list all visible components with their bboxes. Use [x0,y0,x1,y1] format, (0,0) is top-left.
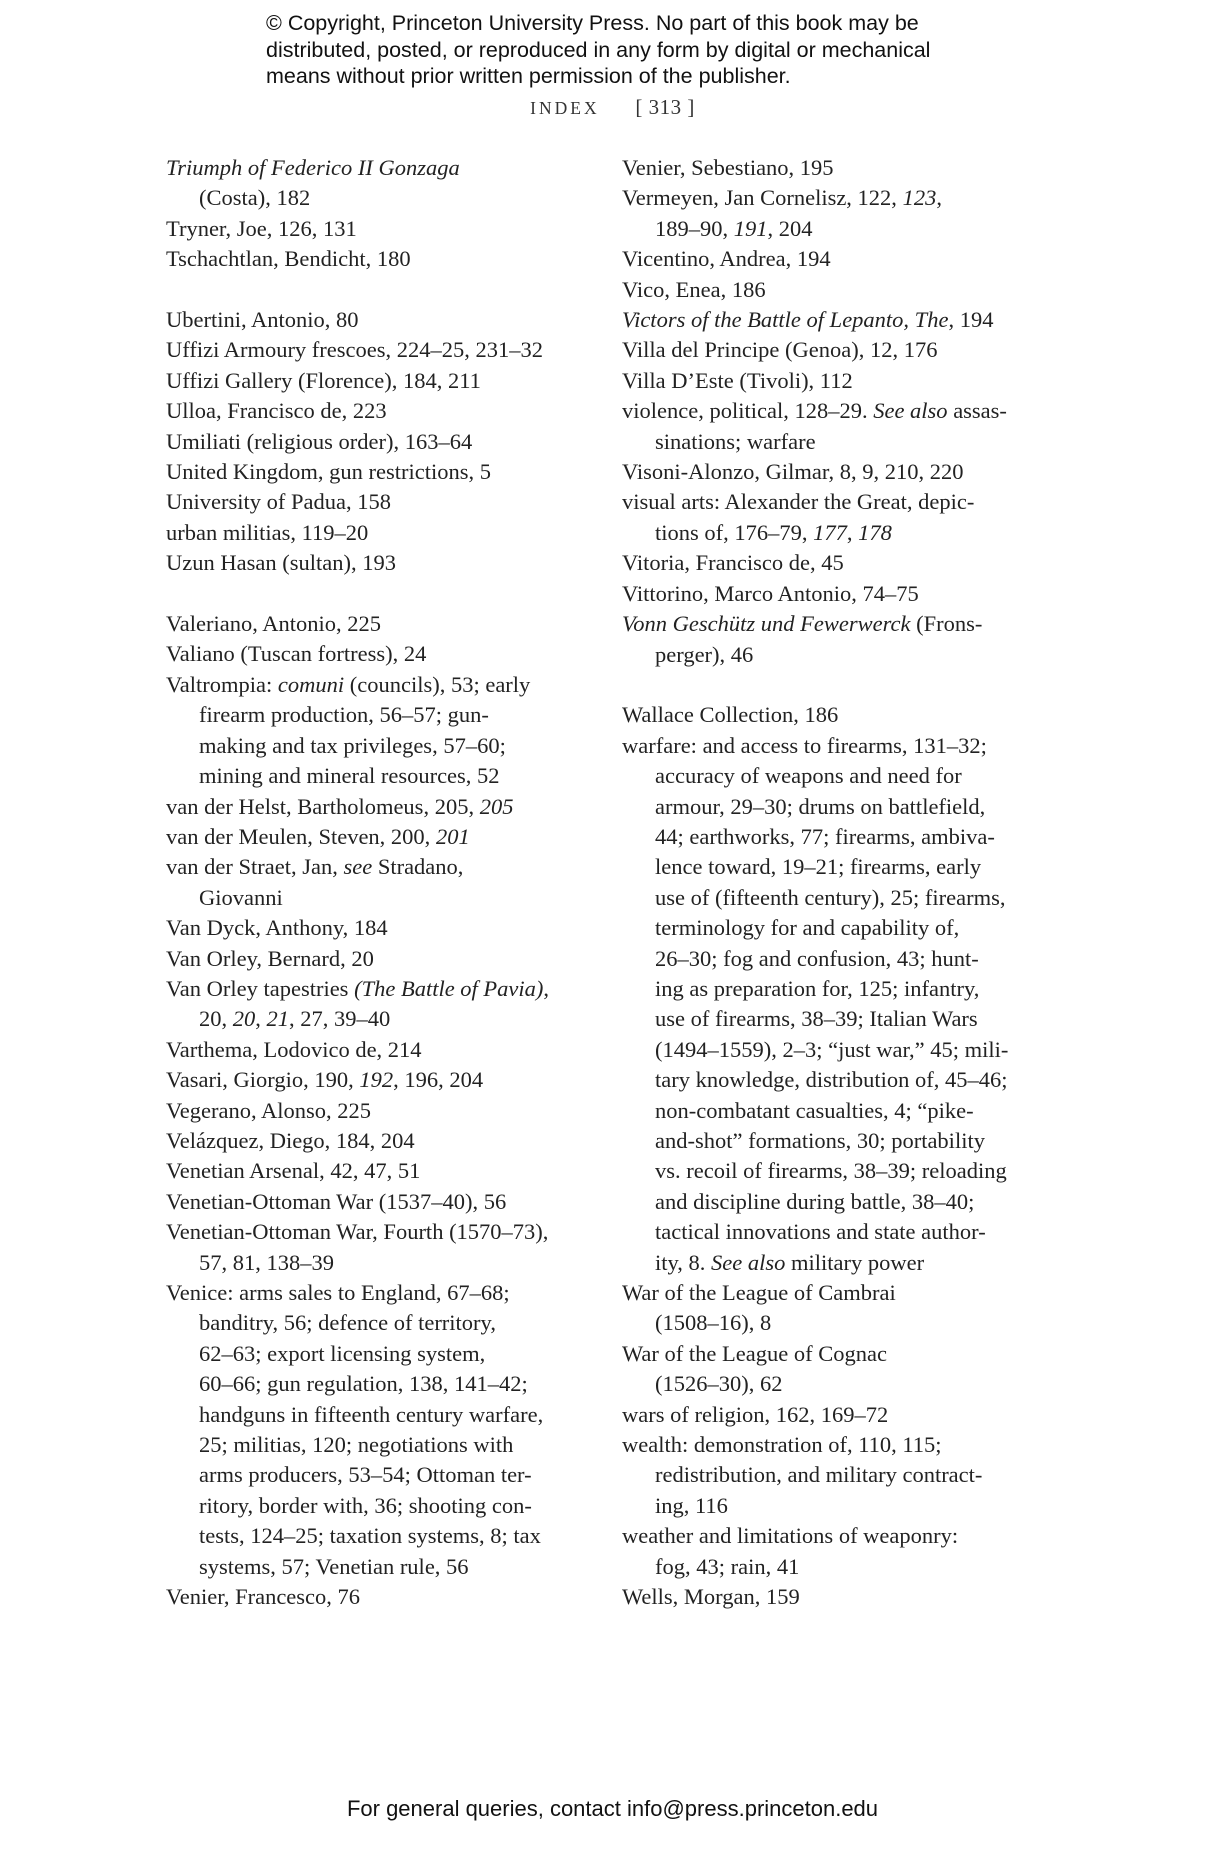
index-entry-continuation: handguns in fifteenth century warfare, [199,1401,544,1427]
running-head-label: INDEX [530,98,600,118]
index-entry-heading: Vico, Enea, 186 [622,276,766,302]
index-entry-continuation: banditry, 56; defence of territory, [199,1310,496,1336]
index-entry [166,1582,611,1612]
index-entry [166,670,611,792]
index-entry-continuation: armour, 29–30; drums on battlefield, [655,793,986,819]
index-entry [622,548,1062,578]
index-entry-heading: Uffizi Armoury frescoes, 224–25, 231–32 [166,337,544,363]
index-entry-heading: Varthema, Lodovico de, 214 [166,1036,422,1062]
index-entry-heading: Ubertini, Antonio, 80 [166,307,359,333]
index-entry [622,1278,1062,1339]
index-entry-heading: Vonn Geschütz und Fewerwerck (Frons- [622,611,983,637]
letter-group-gap [166,275,611,305]
index-entry-continuation: 25; militias, 120; negotiations with [199,1432,514,1458]
index-entry-heading: wealth: demonstration of, 110, 115; [622,1432,942,1458]
index-entry-heading: Vicentino, Andrea, 194 [622,246,831,272]
index-entry-heading: Valiano (Tuscan fortress), 24 [166,641,427,667]
index-entry [166,1065,611,1095]
index-entry-heading: War of the League of Cognac [622,1340,887,1366]
index-entry-continuation: tactical innovations and state author- [655,1219,986,1245]
index-entry-continuation: 20, 20, 21, 27, 39–40 [199,1006,391,1032]
index-entry [166,427,611,457]
index-entry-heading: United Kingdom, gun restrictions, 5 [166,459,491,485]
index-entry-heading: Ulloa, Francisco de, 223 [166,398,387,424]
index-entry-heading: Venier, Sebestiano, 195 [622,155,834,180]
index-entry-heading: Valeriano, Antonio, 225 [166,611,381,637]
index-entry-heading: Velázquez, Diego, 184, 204 [166,1127,415,1153]
index-entry-heading: Vitoria, Francisco de, 45 [622,550,844,576]
index-entry-heading: Uzun Hasan (sultan), 193 [166,550,396,576]
index-entry [622,153,1062,183]
index-entry-continuation: 189–90, 191, 204 [655,215,813,241]
index-entry-heading: Victors of the Battle of Lepanto, The, 194 [622,307,994,333]
index-entry-heading: Vasari, Giorgio, 190, 192, 196, 204 [166,1067,484,1093]
index-entry-heading: Umiliati (religious order), 163–64 [166,428,473,454]
index-entry [166,974,611,1035]
index-entry-continuation: sinations; warfare [655,428,816,454]
index-entry [166,244,611,274]
index-entry [166,913,611,943]
index-entry [622,609,1062,670]
index-entry-continuation: 60–66; gun regulation, 138, 141–42; [199,1371,528,1397]
index-entry-continuation: accuracy of weapons and need for [655,763,962,789]
index-entry [622,487,1062,548]
index-entry [166,1187,611,1217]
index-entry-heading: van der Straet, Jan, see Stradano, [166,854,464,880]
index-entry [166,153,611,214]
index-entry-heading: Villa D’Este (Tivoli), 112 [622,367,853,393]
index-entry [166,852,611,913]
page-number: [ 313 ] [635,95,695,119]
index-entry [166,639,611,669]
index-entry [166,548,611,578]
index-entry [622,1400,1062,1430]
index-entry-continuation: 44; earthworks, 77; firearms, ambiva- [655,823,995,849]
index-entry [622,335,1062,365]
running-head [0,95,1225,120]
index-entry-heading: visual arts: Alexander the Great, depic- [622,489,975,515]
index-entry [166,1156,611,1186]
index-entry-continuation: tary knowledge, distribution of, 45–46; [655,1067,1008,1093]
index-entry [622,1582,1062,1612]
index-entry-heading: University of Padua, 158 [166,489,391,515]
index-entry-heading: Tschachtlan, Bendicht, 180 [166,246,411,272]
index-entry-heading: Wells, Morgan, 159 [622,1584,800,1610]
index-entry-continuation: mining and mineral resources, 52 [199,763,500,789]
copyright-line: means without prior written permission of the publisher. [266,64,791,88]
index-entry [622,579,1062,609]
index-entry-heading: van der Meulen, Steven, 200, 201 [166,823,470,849]
index-entry [166,792,611,822]
index-entry-heading: Venier, Francesco, 76 [166,1584,361,1610]
index-entry-continuation: redistribution, and military contract- [655,1462,983,1488]
copyright-line: © Copyright, Princeton University Press. No part of this book may be [266,11,919,35]
index-entry [166,1096,611,1126]
copyright-notice [266,10,1026,90]
index-entry-continuation: use of firearms, 38–39; Italian Wars [655,1006,978,1032]
index-entry-heading: urban militias, 119–20 [166,519,369,545]
index-entry-heading: warfare: and access to firearms, 131–32; [622,732,987,758]
index-column-right [622,153,1062,1612]
index-entry-heading: Triumph of Federico II Gonzaga [166,155,460,180]
index-column-left [166,153,611,1612]
index-entry-continuation: tions of, 176–79, 177, 178 [655,519,892,545]
index-entry [166,1278,611,1582]
index-entry-continuation: and-shot” formations, 30; portability [655,1127,985,1153]
index-entry-heading: Vittorino, Marco Antonio, 74–75 [622,580,919,606]
index-entry-continuation: (1494–1559), 2–3; “just war,” 45; mili- [655,1036,1009,1062]
index-entry-heading: Van Orley tapestries (The Battle of Pavia), [166,975,550,1001]
index-entry-heading: Tryner, Joe, 126, 131 [166,215,357,241]
index-entry [166,944,611,974]
letter-group-gap [622,670,1062,700]
index-entry [166,214,611,244]
index-entry-continuation: vs. recoil of firearms, 38–39; reloading [655,1158,1007,1184]
index-entry [166,335,611,365]
index-entry [166,396,611,426]
index-entry-heading: Vegerano, Alonso, 225 [166,1097,371,1123]
index-entry-continuation: lence toward, 19–21; firearms, early [655,854,982,880]
index-entry-heading: Visoni-Alonzo, Gilmar, 8, 9, 210, 220 [622,459,964,485]
index-entry-heading: Wallace Collection, 186 [622,702,839,728]
index-entry-heading: Venetian-Ottoman War, Fourth (1570–73), [166,1219,549,1245]
index-entry [166,1035,611,1065]
index-entry [166,1126,611,1156]
letter-group-gap [166,579,611,609]
index-entry-heading: Vermeyen, Jan Cornelisz, 122, 123, [622,185,942,211]
index-entry [622,731,1062,1278]
index-entry-continuation: terminology for and capability of, [655,915,960,941]
index-entry-continuation: tests, 124–25; taxation systems, 8; tax [199,1523,541,1549]
index-entry-continuation: use of (fifteenth century), 25; firearms, [655,884,1006,910]
index-entry-continuation: ity, 8. See also military power [655,1249,925,1275]
index-entry [166,822,611,852]
index-entry-heading: Villa del Principe (Genoa), 12, 176 [622,337,938,363]
index-entry-heading: wars of religion, 162, 169–72 [622,1401,889,1427]
index-entry-continuation: perger), 46 [655,641,754,667]
index-entry [166,305,611,335]
index-entry [622,396,1062,457]
index-entry-continuation: firearm production, 56–57; gun- [199,702,489,728]
index-entry-continuation: and discipline during battle, 38–40; [655,1188,975,1214]
index-entry-continuation: ing, 116 [655,1492,728,1518]
index-entry-continuation: ing as preparation for, 125; infantry, [655,975,980,1001]
index-entry-heading: Van Orley, Bernard, 20 [166,945,374,971]
index-entry-continuation: 57, 81, 138–39 [199,1249,334,1275]
index-entry-heading: Uffizi Gallery (Florence), 184, 211 [166,367,481,393]
index-entry-continuation: arms producers, 53–54; Ottoman ter- [199,1462,532,1488]
index-entry [622,183,1062,244]
index-entry-continuation: systems, 57; Venetian rule, 56 [199,1553,469,1579]
index-entry-continuation: non-combatant casualties, 4; “pike- [655,1097,974,1123]
index-entry-heading: violence, political, 128–29. See also assas- [622,398,1007,424]
index-entry [622,305,1062,335]
index-entry-heading: War of the League of Cambrai [622,1280,896,1306]
index-entry [166,609,611,639]
index-entry [622,1521,1062,1582]
index-entry-continuation: 26–30; fog and confusion, 43; hunt- [655,945,979,971]
index-entry-heading: Venetian-Ottoman War (1537–40), 56 [166,1188,507,1214]
index-entry-heading: weather and limitations of weaponry: [622,1523,959,1549]
index-entry [622,1339,1062,1400]
index-entry [166,518,611,548]
index-entry [622,1430,1062,1521]
index-entry-heading: Valtrompia: comuni (councils), 53; early [166,671,531,697]
copyright-line: distributed, posted, or reproduced in any form by digital or mechanical [266,37,931,62]
index-entry [166,366,611,396]
footer-contact: For general queries, contact info@press.princeton.edu [346,1796,879,1821]
index-entry-continuation: (1508–16), 8 [655,1310,772,1336]
index-entry-continuation: making and tax privileges, 57–60; [199,732,506,758]
index-entry-continuation: fog, 43; rain, 41 [655,1553,800,1579]
index-entry [622,275,1062,305]
index-entry-continuation: 62–63; export licensing system, [199,1340,486,1366]
index-entry [622,457,1062,487]
index-entry [166,457,611,487]
index-entry-heading: Venice: arms sales to England, 67–68; [166,1280,510,1305]
index-entry [166,1217,611,1278]
index-entry [166,487,611,517]
index-entry-continuation: (Costa), 182 [199,185,311,211]
index-entry-heading: Van Dyck, Anthony, 184 [166,915,388,941]
index-entry-heading: Venetian Arsenal, 42, 47, 51 [166,1158,421,1184]
index-entry-heading: van der Helst, Bartholomeus, 205, 205 [166,793,514,819]
index-entry [622,244,1062,274]
index-entry [622,700,1062,730]
index-entry-continuation: ritory, border with, 36; shooting con- [199,1492,532,1518]
index-entry-continuation: (1526–30), 62 [655,1371,783,1397]
index-entry-continuation: Giovanni [199,884,283,910]
index-entry [622,366,1062,396]
